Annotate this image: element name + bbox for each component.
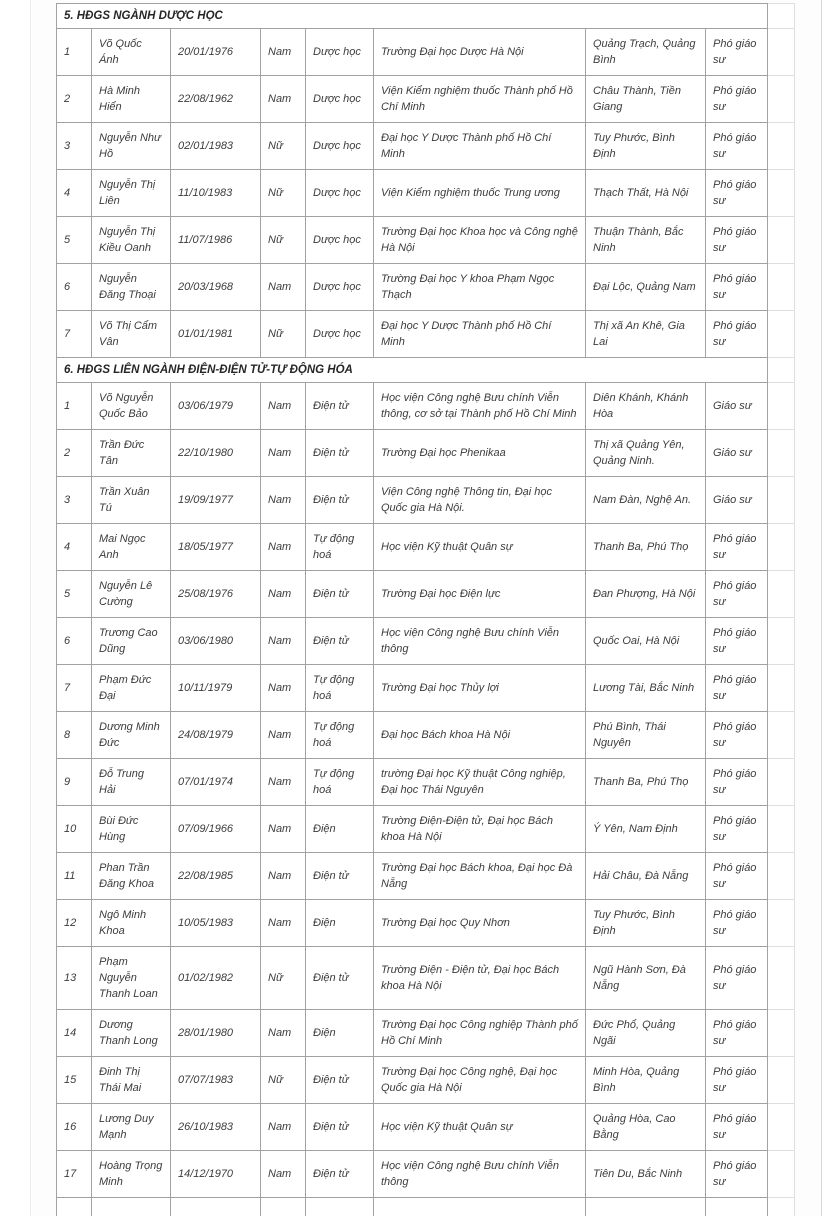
cell-institution: Đại học Bách khoa Hà Nội: [374, 712, 586, 759]
cell-institution: Viện Công nghệ Thông tin, Đại học Quốc gia Hà Nội.: [374, 477, 586, 524]
cell-hometown: Ngũ Hành Sơn, Đà Nẵng: [586, 947, 706, 1010]
cell-title: Phó giáo sư: [706, 712, 768, 759]
cell-dob: 26/10/1983: [171, 1104, 261, 1151]
cell-institution: Trường Đại học Khoa học và Công nghệ Hà Nội: [374, 217, 586, 264]
cell-gender: Nữ: [261, 1057, 306, 1104]
ghost-cell: [768, 358, 795, 383]
cell-institution: Trường Đại học Thủy lợi: [374, 665, 586, 712]
cell-no: 5: [57, 571, 92, 618]
ghost-cell: [768, 1198, 795, 1216]
cell-field: Điện tử: [306, 947, 374, 1010]
cell-no: 7: [57, 311, 92, 358]
cell-hometown: Nam Đàn, Nghệ An.: [586, 477, 706, 524]
cell-field: Dược học: [306, 29, 374, 76]
cell-title: Phó giáo sư: [706, 264, 768, 311]
cell-title: Phó giáo sư: [706, 900, 768, 947]
cell-institution: Trường Đại học Dược Hà Nội: [374, 29, 586, 76]
cell-institution: Học viện Kỹ thuật Quân sự: [374, 524, 586, 571]
cell-hometown: Châu Thành, Tiền Giang: [586, 76, 706, 123]
cell-name: Đỗ Trung Hải: [92, 759, 171, 806]
cell-title: Phó giáo sư: [706, 947, 768, 1010]
table-row: [57, 571, 795, 618]
ghost-cell: [768, 76, 795, 123]
cell-hometown: Thạch Thất, Hà Nội: [586, 170, 706, 217]
cell-dob: 14/12/1970: [171, 1151, 261, 1198]
ghost-cell: [768, 712, 795, 759]
cell-title: Phó giáo sư: [706, 524, 768, 571]
cell-institution: Trường Đại học Quy Nhơn: [374, 900, 586, 947]
ghost-cell: [768, 477, 795, 524]
section-header-row: [57, 358, 795, 383]
cell-field: Dược học: [306, 311, 374, 358]
cell-hometown: Đức Phổ, Quảng Ngãi: [586, 1010, 706, 1057]
ghost-cell: [768, 29, 795, 76]
table-row: [57, 1151, 795, 1198]
ghost-cell: [768, 170, 795, 217]
section-header-row: [57, 4, 795, 29]
ghost-cell: [768, 1057, 795, 1104]
cell-field: Tự động hoá: [306, 665, 374, 712]
ghost-cell: [768, 665, 795, 712]
cell-name: Nguyễn Đăng Thoại: [92, 264, 171, 311]
cell-title: Giáo sư: [706, 430, 768, 477]
cell-dob: 01/02/1982: [171, 947, 261, 1010]
cell-dob: 07/01/1974: [171, 759, 261, 806]
cell-institution: Học viện Công nghệ Bưu chính Viễn thông: [374, 618, 586, 665]
cell-field: Dược học: [306, 264, 374, 311]
ghost-cell: [768, 430, 795, 477]
cell-hometown: Tiên Du, Bắc Ninh: [586, 1151, 706, 1198]
ghost-cell: [768, 853, 795, 900]
cell-institution: Trường Đại học Y khoa Phạm Ngọc Thạch: [374, 264, 586, 311]
cell-dob: 07/09/1966: [171, 806, 261, 853]
cell-institution: Học viện Công nghệ Bưu chính Viễn thông, cơ sở tại Thành phố Hồ Chí Minh: [374, 383, 586, 430]
cell-hometown: Lương Tài, Bắc Ninh: [586, 665, 706, 712]
table-row: [57, 123, 795, 170]
cell-dob: 19/09/1977: [171, 477, 261, 524]
ghost-cell: [768, 264, 795, 311]
table-row: [57, 29, 795, 76]
cell-dob: 10/05/1983: [171, 900, 261, 947]
cell-institution: Trường Đại học Công nghiệp Thành phố Hồ Chí Minh: [374, 1010, 586, 1057]
cell-no: 2: [57, 76, 92, 123]
cell-institution: Viện Kiểm nghiệm thuốc Trung ương: [374, 170, 586, 217]
cell-institution: [374, 1198, 586, 1216]
cell-gender: Nam: [261, 571, 306, 618]
cell-title: Phó giáo sư: [706, 759, 768, 806]
cell-no: 11: [57, 853, 92, 900]
candidates-table: [56, 3, 795, 1216]
cell-name: Mai Ngọc Anh: [92, 524, 171, 571]
cell-hometown: Minh Hòa, Quảng Bình: [586, 1057, 706, 1104]
cell-field: Dược học: [306, 76, 374, 123]
cell-hometown: Thanh Ba, Phú Thọ: [586, 524, 706, 571]
cell-title: Giáo sư: [706, 477, 768, 524]
cell-dob: 11/07/1986: [171, 217, 261, 264]
cell-no: 4: [57, 524, 92, 571]
cell-dob: 02/01/1983: [171, 123, 261, 170]
cell-no: 5: [57, 217, 92, 264]
cell-gender: Nam: [261, 524, 306, 571]
table-row: [57, 170, 795, 217]
cell-name: Võ Thị Cẩm Vân: [92, 311, 171, 358]
cell-gender: Nam: [261, 665, 306, 712]
cell-no: 17: [57, 1151, 92, 1198]
table-row: [57, 264, 795, 311]
cell-gender: Nam: [261, 264, 306, 311]
cell-no: 6: [57, 618, 92, 665]
cell-field: [306, 1198, 374, 1216]
cell-gender: Nam: [261, 853, 306, 900]
table-row: [57, 1057, 795, 1104]
cell-no: 4: [57, 170, 92, 217]
cell-title: Phó giáo sư: [706, 1057, 768, 1104]
table-row: [57, 217, 795, 264]
cell-name: Nguyễn Lê Cường: [92, 571, 171, 618]
cell-name: [92, 1198, 171, 1216]
cell-gender: Nữ: [261, 170, 306, 217]
cell-name: Dương Thanh Long: [92, 1010, 171, 1057]
cell-name: Nguyễn Thị Kiều Oanh: [92, 217, 171, 264]
cell-no: 12: [57, 900, 92, 947]
cell-dob: [171, 1198, 261, 1216]
cell-gender: Nữ: [261, 947, 306, 1010]
table-row: [57, 759, 795, 806]
cell-title: [706, 1198, 768, 1216]
cell-gender: Nam: [261, 1010, 306, 1057]
cell-name: Hà Minh Hiển: [92, 76, 171, 123]
cell-field: Điện tử: [306, 571, 374, 618]
table-row: [57, 1104, 795, 1151]
cell-name: Trần Xuân Tú: [92, 477, 171, 524]
ghost-cell: [768, 900, 795, 947]
cell-dob: 03/06/1979: [171, 383, 261, 430]
cell-no: 2: [57, 430, 92, 477]
cell-dob: 03/06/1980: [171, 618, 261, 665]
cell-field: Điện tử: [306, 1057, 374, 1104]
cell-title: Phó giáo sư: [706, 217, 768, 264]
cell-institution: trường Đại học Kỹ thuật Công nghiệp, Đại học Thái Nguyên: [374, 759, 586, 806]
cell-gender: Nam: [261, 712, 306, 759]
cell-field: Dược học: [306, 123, 374, 170]
cell-title: Phó giáo sư: [706, 665, 768, 712]
cell-no: 15: [57, 1057, 92, 1104]
cell-institution: Đại học Y Dược Thành phố Hồ Chí Minh: [374, 123, 586, 170]
table-row: [57, 853, 795, 900]
cell-hometown: Thuận Thành, Bắc Ninh: [586, 217, 706, 264]
cell-dob: 28/01/1980: [171, 1010, 261, 1057]
table-row: [57, 712, 795, 759]
cell-gender: Nam: [261, 618, 306, 665]
cell-gender: [261, 1198, 306, 1216]
cell-no: 1: [57, 383, 92, 430]
cell-no: 7: [57, 665, 92, 712]
cell-field: Điện tử: [306, 383, 374, 430]
cell-hometown: Phú Bình, Thái Nguyên: [586, 712, 706, 759]
table-body: [57, 4, 795, 1216]
cell-gender: Nam: [261, 1151, 306, 1198]
cell-name: Phạm Nguyễn Thanh Loan: [92, 947, 171, 1010]
ghost-cell: [768, 806, 795, 853]
cell-dob: 07/07/1983: [171, 1057, 261, 1104]
ghost-cell: [768, 4, 795, 29]
cell-no: 14: [57, 1010, 92, 1057]
cell-hometown: Đại Lộc, Quảng Nam: [586, 264, 706, 311]
ghost-cell: [768, 383, 795, 430]
cell-field: Tự động hoá: [306, 524, 374, 571]
table-row: [57, 524, 795, 571]
cell-name: Hoàng Trọng Minh: [92, 1151, 171, 1198]
cell-name: Phạm Đức Đại: [92, 665, 171, 712]
cell-field: Dược học: [306, 170, 374, 217]
cell-name: Nguyễn Thị Liên: [92, 170, 171, 217]
ghost-cell: [768, 571, 795, 618]
cell-field: Điện tử: [306, 430, 374, 477]
cell-dob: 20/01/1976: [171, 29, 261, 76]
cell-name: Võ Quốc Ánh: [92, 29, 171, 76]
cell-dob: 24/08/1979: [171, 712, 261, 759]
cell-title: Phó giáo sư: [706, 618, 768, 665]
ghost-cell: [768, 1010, 795, 1057]
cell-institution: Đại học Y Dược Thành phố Hồ Chí Minh: [374, 311, 586, 358]
cell-institution: Trường Đại học Công nghệ, Đại học Quốc gia Hà Nội: [374, 1057, 586, 1104]
cell-title: Phó giáo sư: [706, 571, 768, 618]
cell-dob: 11/10/1983: [171, 170, 261, 217]
cell-name: Ngô Minh Khoa: [92, 900, 171, 947]
cell-dob: 01/01/1981: [171, 311, 261, 358]
table-row: [57, 947, 795, 1010]
cell-hometown: Hải Châu, Đà Nẵng: [586, 853, 706, 900]
cell-field: Điện: [306, 806, 374, 853]
cell-field: Tự động hoá: [306, 712, 374, 759]
cell-hometown: Thị xã An Khê, Gia Lai: [586, 311, 706, 358]
table-row: [57, 1010, 795, 1057]
cell-name: Trương Cao Dũng: [92, 618, 171, 665]
cell-gender: Nữ: [261, 217, 306, 264]
cell-hometown: Thanh Ba, Phú Thọ: [586, 759, 706, 806]
cell-dob: 18/05/1977: [171, 524, 261, 571]
cell-title: Phó giáo sư: [706, 806, 768, 853]
cell-dob: 22/10/1980: [171, 430, 261, 477]
table-row: [57, 477, 795, 524]
cell-title: Phó giáo sư: [706, 311, 768, 358]
cell-no: 8: [57, 712, 92, 759]
cell-no: 3: [57, 477, 92, 524]
cell-field: Điện tử: [306, 618, 374, 665]
cell-title: Phó giáo sư: [706, 1151, 768, 1198]
ghost-cell: [768, 311, 795, 358]
cell-no: 1: [57, 29, 92, 76]
cell-gender: Nữ: [261, 123, 306, 170]
table-row: [57, 618, 795, 665]
cell-name: Phan Trần Đăng Khoa: [92, 853, 171, 900]
ghost-cell: [768, 1151, 795, 1198]
cell-hometown: Ý Yên, Nam Định: [586, 806, 706, 853]
cell-no: 3: [57, 123, 92, 170]
cell-no: 9: [57, 759, 92, 806]
cell-dob: 22/08/1962: [171, 76, 261, 123]
cell-dob: 22/08/1985: [171, 853, 261, 900]
cell-institution: Học viện Công nghệ Bưu chính Viễn thông: [374, 1151, 586, 1198]
table-row: [57, 900, 795, 947]
cell-gender: Nam: [261, 430, 306, 477]
cell-field: Điện tử: [306, 853, 374, 900]
cell-dob: 20/03/1968: [171, 264, 261, 311]
ghost-cell: [768, 123, 795, 170]
table-row: [57, 430, 795, 477]
cell-no: 16: [57, 1104, 92, 1151]
cell-hometown: Quảng Trạch, Quảng Bình: [586, 29, 706, 76]
cell-hometown: Quảng Hòa, Cao Bằng: [586, 1104, 706, 1151]
cell-name: Nguyễn Như Hồ: [92, 123, 171, 170]
cell-gender: Nam: [261, 383, 306, 430]
section-title: 6. HĐGS LIÊN NGÀNH ĐIỆN-ĐIỆN TỬ-TỰ ĐỘNG HÓA: [57, 358, 768, 383]
cell-title: Phó giáo sư: [706, 853, 768, 900]
cell-no: 6: [57, 264, 92, 311]
cell-gender: Nam: [261, 477, 306, 524]
cell-institution: Trường Đại học Bách khoa, Đại học Đà Nẵng: [374, 853, 586, 900]
cell-title: Phó giáo sư: [706, 29, 768, 76]
cell-name: Bùi Đức Hùng: [92, 806, 171, 853]
cell-field: Tự động hoá: [306, 759, 374, 806]
table-row: [57, 76, 795, 123]
cell-dob: 10/11/1979: [171, 665, 261, 712]
cell-gender: Nam: [261, 900, 306, 947]
cell-no: 13: [57, 947, 92, 1010]
cell-title: Phó giáo sư: [706, 123, 768, 170]
ghost-cell: [768, 217, 795, 264]
cell-name: Dương Minh Đức: [92, 712, 171, 759]
cell-hometown: Đan Phượng, Hà Nội: [586, 571, 706, 618]
cell-gender: Nam: [261, 806, 306, 853]
partial-table-row: [57, 1198, 795, 1216]
cell-dob: 25/08/1976: [171, 571, 261, 618]
cell-title: Phó giáo sư: [706, 76, 768, 123]
cell-no: 10: [57, 806, 92, 853]
cell-hometown: [586, 1198, 706, 1216]
cell-name: Lương Duy Mạnh: [92, 1104, 171, 1151]
cell-name: Đinh Thị Thái Mai: [92, 1057, 171, 1104]
table-row: [57, 806, 795, 853]
table-row: [57, 311, 795, 358]
cell-institution: Trường Điện-Điện tử, Đại học Bách khoa Hà Nội: [374, 806, 586, 853]
cell-gender: Nam: [261, 29, 306, 76]
ghost-cell: [768, 524, 795, 571]
cell-field: Điện tử: [306, 1104, 374, 1151]
cell-name: Võ Nguyễn Quốc Bảo: [92, 383, 171, 430]
cell-hometown: Thị xã Quảng Yên, Quảng Ninh.: [586, 430, 706, 477]
cell-field: Điện tử: [306, 477, 374, 524]
cell-gender: Nữ: [261, 311, 306, 358]
cell-institution: Trường Đại học Điện lực: [374, 571, 586, 618]
cell-field: Điện tử: [306, 1151, 374, 1198]
cell-gender: Nam: [261, 76, 306, 123]
ghost-cell: [768, 618, 795, 665]
cell-gender: Nam: [261, 1104, 306, 1151]
cell-hometown: Diên Khánh, Khánh Hòa: [586, 383, 706, 430]
ghost-cell: [768, 947, 795, 1010]
cell-hometown: Tuy Phước, Bình Định: [586, 123, 706, 170]
cell-title: Phó giáo sư: [706, 1104, 768, 1151]
cell-institution: Học viện Kỹ thuật Quân sự: [374, 1104, 586, 1151]
cell-no: [57, 1198, 92, 1216]
ghost-cell: [768, 759, 795, 806]
ghost-cell: [768, 1104, 795, 1151]
cell-name: Trần Đức Tân: [92, 430, 171, 477]
table-row: [57, 383, 795, 430]
section-title: 5. HĐGS NGÀNH DƯỢC HỌC: [57, 4, 768, 29]
cell-gender: Nam: [261, 759, 306, 806]
cell-title: Giáo sư: [706, 383, 768, 430]
cell-hometown: Tuy Phước, Bình Định: [586, 900, 706, 947]
cell-title: Phó giáo sư: [706, 170, 768, 217]
cell-field: Điện: [306, 900, 374, 947]
cell-institution: Trường Đại học Phenikaa: [374, 430, 586, 477]
cell-institution: Trường Điện - Điện tử, Đại học Bách khoa Hà Nội: [374, 947, 586, 1010]
cell-title: Phó giáo sư: [706, 1010, 768, 1057]
cell-institution: Viện Kiểm nghiệm thuốc Thành phố Hồ Chí Minh: [374, 76, 586, 123]
cell-field: Dược học: [306, 217, 374, 264]
table-row: [57, 665, 795, 712]
cell-field: Điện: [306, 1010, 374, 1057]
cell-hometown: Quốc Oai, Hà Nội: [586, 618, 706, 665]
